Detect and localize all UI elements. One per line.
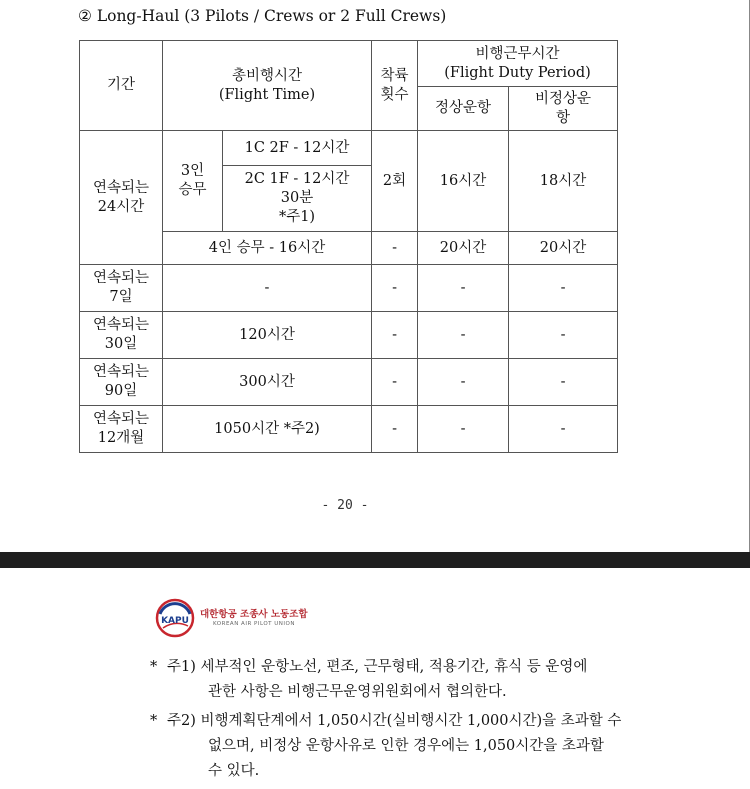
cell-abnormal: - <box>509 406 618 453</box>
cell-abnormal: - <box>509 312 618 359</box>
cell-landings: - <box>372 406 418 453</box>
cell-crew3-option2: 2C 1F - 12시간 30분 *주1) <box>223 166 372 232</box>
cell-flight-time: 1050시간 *주2) <box>163 406 372 453</box>
cell-normal: - <box>418 312 509 359</box>
cell-normal-24h: 16시간 <box>418 131 509 232</box>
flight-time-limits-table <box>79 40 618 453</box>
header-normal: 정상운항 <box>418 87 509 131</box>
cell-flight-time: 300시간 <box>163 359 372 406</box>
table-row <box>80 312 618 359</box>
cell-period: 연속되는 30일 <box>80 312 163 359</box>
footnote-line: 주2) 비행계획단계에서 1,050시간(실비행시간 1,000시간)을 초과할 수 <box>167 713 622 729</box>
cell-abnormal: - <box>509 265 618 312</box>
page-divider <box>0 552 750 568</box>
union-name-korean: 대한항공 조종사 노동조합 <box>200 609 308 620</box>
cell-crew3: 3인 승무 <box>163 131 223 232</box>
header-fdp: 비행근무시간 (Flight Duty Period) <box>418 41 618 87</box>
footnote-mark: * <box>150 713 158 729</box>
page-number: - 20 - <box>321 498 369 513</box>
union-name-english: KOREAN AIR PILOT UNION <box>213 621 295 627</box>
cell-period: 연속되는 90일 <box>80 359 163 406</box>
footnote-line: 수 있다. <box>208 763 260 779</box>
section-heading: ② Long-Haul (3 Pilots / Crews or 2 Full Crews) <box>78 7 447 25</box>
cell-abnormal-24h: 18시간 <box>509 131 618 232</box>
footnote-mark: * <box>150 659 158 675</box>
header-landings: 착륙 횟수 <box>372 41 418 131</box>
cell-period: 연속되는 12개월 <box>80 406 163 453</box>
cell-abnormal: - <box>509 359 618 406</box>
cell-landings: - <box>372 312 418 359</box>
header-flight-time: 총비행시간 (Flight Time) <box>163 41 372 131</box>
document-page-lower <box>0 568 750 789</box>
footnote-line: 주1) 세부적인 운항노선, 편조, 근무형태, 적용기간, 휴식 등 운영에 <box>167 659 588 675</box>
header-period: 기간 <box>80 41 163 131</box>
cell-normal: - <box>418 406 509 453</box>
union-logo-icon <box>155 598 195 638</box>
table-header-row <box>80 41 618 87</box>
table-row <box>80 359 618 406</box>
cell-landings: - <box>372 265 418 312</box>
table-row <box>80 406 618 453</box>
cell-flight-time: - <box>163 265 372 312</box>
header-abnormal: 비정상운 항 <box>509 87 618 131</box>
footnote-1 <box>150 655 710 705</box>
cell-normal: - <box>418 359 509 406</box>
logo-emblem-text: KAPU <box>161 616 189 626</box>
cell-crew4-abnormal: 20시간 <box>509 232 618 265</box>
footnote-line: 없으며, 비정상 운항사유로 인한 경우에는 1,050시간을 초과할 <box>208 738 604 754</box>
cell-period: 연속되는 7일 <box>80 265 163 312</box>
footnote-2 <box>150 709 710 784</box>
cell-crew4: 4인 승무 - 16시간 <box>163 232 372 265</box>
cell-crew4-normal: 20시간 <box>418 232 509 265</box>
table-row <box>80 265 618 312</box>
cell-crew3-option1: 1C 2F - 12시간 <box>223 131 372 166</box>
cell-crew4-landings: - <box>372 232 418 265</box>
table-row <box>80 131 618 166</box>
cell-landings-24h: 2회 <box>372 131 418 232</box>
cell-flight-time: 120시간 <box>163 312 372 359</box>
cell-landings: - <box>372 359 418 406</box>
cell-period-24h: 연속되는 24시간 <box>80 131 163 265</box>
footnote-line: 관한 사항은 비행근무운영위원회에서 협의한다. <box>208 684 507 700</box>
cell-normal: - <box>418 265 509 312</box>
